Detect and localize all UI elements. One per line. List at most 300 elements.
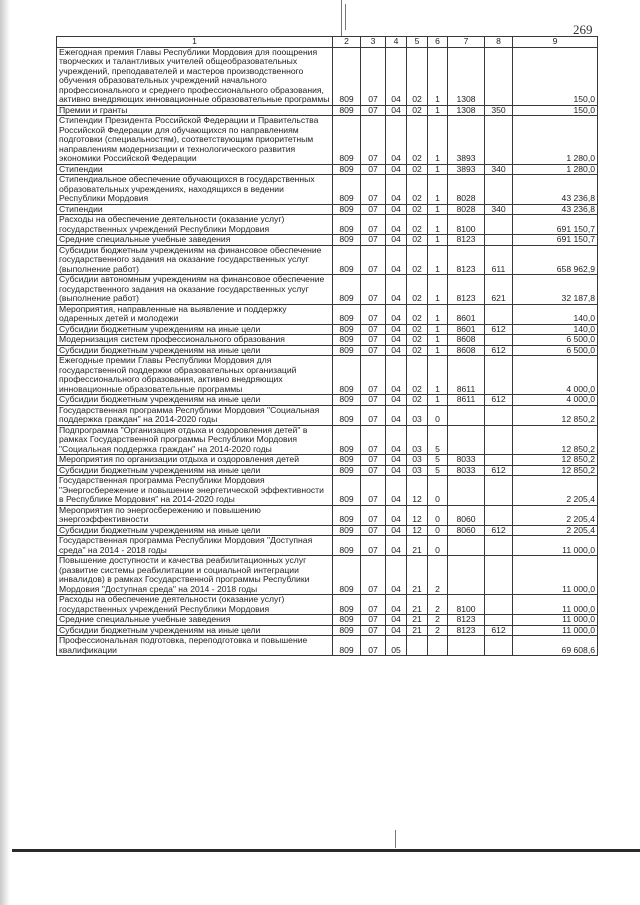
cell-col-8: 612 (485, 324, 513, 335)
cell-col-9: 11 000,0 (513, 556, 598, 595)
row-name-cell: Стипендиальное обеспечение обучающихся в государственных образовательных учреждениях, находящихся в ведении Республики Мордовия (57, 175, 333, 205)
cell-col-5: 03 (407, 465, 428, 476)
cell-col-2: 809 (333, 345, 361, 356)
cell-col-9: 69 608,6 (513, 636, 598, 656)
cell-col-8 (485, 175, 513, 205)
table-body (57, 47, 598, 656)
table-row (57, 505, 598, 525)
cell-col-5: 02 (407, 215, 428, 235)
cell-col-7 (448, 536, 485, 556)
cell-col-9: 6 500,0 (513, 335, 598, 346)
cell-col-8 (485, 215, 513, 235)
cell-col-3: 07 (361, 536, 386, 556)
row-name-cell: Субсидии бюджетным учреждениям на иные цели (57, 324, 333, 335)
cell-col-7: 8100 (448, 215, 485, 235)
cell-col-6: 2 (428, 625, 448, 636)
cell-col-2: 809 (333, 356, 361, 395)
table-row (57, 324, 598, 335)
cell-col-2: 809 (333, 455, 361, 466)
cell-col-7 (448, 636, 485, 656)
cell-col-8: 611 (485, 245, 513, 275)
row-name-cell: Ежегодные премии Главы Республики Мордовия для государственной поддержки образовательных организаций профессионального образования, активно внедряющих инновационные образовательные программы (57, 356, 333, 395)
cell-col-8 (485, 505, 513, 525)
row-name-cell: Субсидии бюджетным учреждениям на иные цели (57, 625, 333, 636)
cell-col-2: 809 (333, 405, 361, 425)
cell-col-3: 07 (361, 335, 386, 346)
cell-col-5: 02 (407, 304, 428, 324)
table-row (57, 615, 598, 626)
row-name-cell: Государственная программа Республики Мордовия "Доступная среда" на 2014 - 2018 годы (57, 536, 333, 556)
row-name-cell: Стипендии (57, 204, 333, 215)
cell-col-5: 02 (407, 324, 428, 335)
cell-col-8: 350 (485, 105, 513, 116)
cell-col-8: 612 (485, 345, 513, 356)
table-row (57, 275, 598, 305)
cell-col-8 (485, 455, 513, 466)
cell-col-6 (428, 636, 448, 656)
cell-col-2: 809 (333, 465, 361, 476)
cell-col-6: 1 (428, 304, 448, 324)
cell-col-5: 12 (407, 525, 428, 536)
cell-col-3: 07 (361, 465, 386, 476)
cell-col-9: 691 150,7 (513, 215, 598, 235)
cell-col-9: 12 850,2 (513, 405, 598, 425)
cell-col-2: 809 (333, 505, 361, 525)
cell-col-9: 150,0 (513, 105, 598, 116)
cell-col-6: 1 (428, 235, 448, 246)
cell-col-8 (485, 425, 513, 455)
cell-col-9: 140,0 (513, 324, 598, 335)
cell-col-2: 809 (333, 116, 361, 165)
cell-col-4: 04 (386, 235, 407, 246)
cell-col-8 (485, 476, 513, 506)
cell-col-6: 0 (428, 536, 448, 556)
cell-col-3: 07 (361, 356, 386, 395)
cell-col-5: 12 (407, 476, 428, 506)
cell-col-4: 04 (386, 615, 407, 626)
cell-col-2: 809 (333, 625, 361, 636)
cell-col-3: 07 (361, 275, 386, 305)
cell-col-7: 1308 (448, 105, 485, 116)
cell-col-6: 0 (428, 405, 448, 425)
budget-table (56, 36, 598, 656)
cell-col-5: 02 (407, 204, 428, 215)
cell-col-4: 04 (386, 595, 407, 615)
cell-col-8 (485, 556, 513, 595)
row-name-cell: Мероприятия по энергосбережению и повышению энергоэффективности (57, 505, 333, 525)
cell-col-4: 04 (386, 356, 407, 395)
table-row (57, 204, 598, 215)
cell-col-2: 809 (333, 105, 361, 116)
cell-col-5: 21 (407, 536, 428, 556)
cell-col-2: 809 (333, 47, 361, 105)
table-row (57, 595, 598, 615)
cell-col-9: 12 850,2 (513, 455, 598, 466)
cell-col-6: 5 (428, 425, 448, 455)
cell-col-7: 8601 (448, 304, 485, 324)
cell-col-7: 8123 (448, 245, 485, 275)
column-header-8: 8 (485, 37, 513, 48)
cell-col-7: 8033 (448, 455, 485, 466)
cell-col-6: 0 (428, 525, 448, 536)
cell-col-8 (485, 116, 513, 165)
cell-col-9: 658 962,9 (513, 245, 598, 275)
cell-col-2: 809 (333, 476, 361, 506)
cell-col-3: 07 (361, 345, 386, 356)
cell-col-6: 5 (428, 455, 448, 466)
cell-col-6: 1 (428, 215, 448, 235)
cell-col-4: 05 (386, 636, 407, 656)
cell-col-9: 32 187,8 (513, 275, 598, 305)
cell-col-2: 809 (333, 335, 361, 346)
cell-col-7: 8123 (448, 275, 485, 305)
cell-col-7: 8060 (448, 525, 485, 536)
cell-col-9: 12 850,2 (513, 465, 598, 476)
table-row (57, 47, 598, 105)
cell-col-8 (485, 304, 513, 324)
cell-col-2: 809 (333, 525, 361, 536)
cell-col-9: 691 150,7 (513, 235, 598, 246)
table-row (57, 116, 598, 165)
cell-col-9: 12 850,2 (513, 425, 598, 455)
row-name-cell: Средние специальные учебные заведения (57, 235, 333, 246)
table-row (57, 395, 598, 406)
cell-col-4: 04 (386, 455, 407, 466)
cell-col-4: 04 (386, 525, 407, 536)
cell-col-6: 1 (428, 116, 448, 165)
cell-col-4: 04 (386, 105, 407, 116)
cell-col-2: 809 (333, 275, 361, 305)
cell-col-2: 809 (333, 425, 361, 455)
cell-col-9: 4 000,0 (513, 395, 598, 406)
column-header-1: 1 (57, 37, 333, 48)
cell-col-9: 4 000,0 (513, 356, 598, 395)
cell-col-3: 07 (361, 405, 386, 425)
cell-col-6: 1 (428, 245, 448, 275)
cell-col-9: 11 000,0 (513, 615, 598, 626)
cell-col-2: 809 (333, 304, 361, 324)
table-row (57, 636, 598, 656)
cell-col-8: 612 (485, 465, 513, 476)
row-name-cell: Субсидии бюджетным учреждениям на иные цели (57, 345, 333, 356)
cell-col-8 (485, 47, 513, 105)
cell-col-7: 8033 (448, 465, 485, 476)
cell-col-3: 07 (361, 625, 386, 636)
cell-col-7: 8123 (448, 615, 485, 626)
row-name-cell: Стипендии (57, 164, 333, 175)
cell-col-9: 2 205,4 (513, 476, 598, 506)
cell-col-2: 809 (333, 245, 361, 275)
cell-col-5: 21 (407, 595, 428, 615)
cell-col-2: 809 (333, 636, 361, 656)
cell-col-2: 809 (333, 164, 361, 175)
cell-col-8 (485, 235, 513, 246)
table-row (57, 625, 598, 636)
cell-col-4: 04 (386, 625, 407, 636)
cell-col-7: 8601 (448, 324, 485, 335)
cell-col-4: 04 (386, 536, 407, 556)
table-row (57, 465, 598, 476)
cell-col-5: 03 (407, 425, 428, 455)
cell-col-8: 340 (485, 204, 513, 215)
row-name-cell: Расходы на обеспечение деятельности (оказание услуг) государственных учреждений Республики Мордовия (57, 595, 333, 615)
cell-col-7: 8608 (448, 345, 485, 356)
cell-col-6: 1 (428, 47, 448, 105)
cell-col-4: 04 (386, 275, 407, 305)
cell-col-6: 2 (428, 556, 448, 595)
cell-col-8 (485, 405, 513, 425)
cell-col-5: 02 (407, 395, 428, 406)
cell-col-5: 02 (407, 116, 428, 165)
table-row (57, 556, 598, 595)
cell-col-7: 8611 (448, 395, 485, 406)
cell-col-4: 04 (386, 476, 407, 506)
cell-col-2: 809 (333, 204, 361, 215)
table-row (57, 425, 598, 455)
cell-col-5: 02 (407, 245, 428, 275)
cell-col-5: 02 (407, 275, 428, 305)
cell-col-7: 8028 (448, 175, 485, 205)
cell-col-8 (485, 595, 513, 615)
cell-col-3: 07 (361, 636, 386, 656)
cell-col-3: 07 (361, 47, 386, 105)
row-name-cell: Государственная программа Республики Мордовия "Социальная поддержка граждан" на 2014-2020 годы (57, 405, 333, 425)
cell-col-9: 1 280,0 (513, 164, 598, 175)
cell-col-6: 0 (428, 505, 448, 525)
cell-col-3: 07 (361, 476, 386, 506)
cell-col-5: 02 (407, 175, 428, 205)
cell-col-4: 04 (386, 324, 407, 335)
cell-col-3: 07 (361, 525, 386, 536)
cell-col-6: 1 (428, 395, 448, 406)
cell-col-7: 8608 (448, 335, 485, 346)
cell-col-9: 11 000,0 (513, 595, 598, 615)
cell-col-3: 07 (361, 395, 386, 406)
cell-col-6: 1 (428, 105, 448, 116)
cell-col-6: 1 (428, 175, 448, 205)
row-name-cell: Субсидии бюджетным учреждениям на иные цели (57, 525, 333, 536)
cell-col-4: 04 (386, 304, 407, 324)
cell-col-7 (448, 405, 485, 425)
cell-col-9: 140,0 (513, 304, 598, 324)
cell-col-9: 2 205,4 (513, 525, 598, 536)
cell-col-9: 11 000,0 (513, 536, 598, 556)
cell-col-4: 04 (386, 465, 407, 476)
cell-col-8: 612 (485, 395, 513, 406)
cell-col-8 (485, 615, 513, 626)
table-row (57, 536, 598, 556)
cell-col-9: 150,0 (513, 47, 598, 105)
column-header-7: 7 (448, 37, 485, 48)
row-name-cell: Стипендии Президента Российской Федерации и Правительства Российской Федерации для обучающихся по направлениям подготовки (специальностям), соответствующим приоритетным направлениям модернизации и технологического развития экономики Российской Федерации (57, 116, 333, 165)
cell-col-4: 04 (386, 204, 407, 215)
cell-col-5 (407, 636, 428, 656)
cell-col-2: 809 (333, 615, 361, 626)
cell-col-7 (448, 425, 485, 455)
cell-col-4: 04 (386, 345, 407, 356)
table-row (57, 356, 598, 395)
table-row (57, 235, 598, 246)
bottom-rule (12, 849, 640, 852)
cell-col-4: 04 (386, 425, 407, 455)
column-header-2: 2 (333, 37, 361, 48)
cell-col-6: 1 (428, 204, 448, 215)
table-row (57, 335, 598, 346)
cell-col-6: 1 (428, 324, 448, 335)
cell-col-7: 3893 (448, 164, 485, 175)
cell-col-3: 07 (361, 204, 386, 215)
cell-col-3: 07 (361, 235, 386, 246)
cell-col-5: 03 (407, 455, 428, 466)
cell-col-9: 11 000,0 (513, 625, 598, 636)
cell-col-7: 8123 (448, 235, 485, 246)
cell-col-9: 2 205,4 (513, 505, 598, 525)
cell-col-5: 02 (407, 164, 428, 175)
cell-col-3: 07 (361, 304, 386, 324)
cell-col-2: 809 (333, 324, 361, 335)
column-header-5: 5 (407, 37, 428, 48)
cell-col-3: 07 (361, 175, 386, 205)
cell-col-8 (485, 335, 513, 346)
cell-col-2: 809 (333, 395, 361, 406)
table-row (57, 105, 598, 116)
cell-col-5: 21 (407, 615, 428, 626)
column-header-9: 9 (513, 37, 598, 48)
table-row (57, 525, 598, 536)
cell-col-4: 04 (386, 335, 407, 346)
cell-col-3: 07 (361, 324, 386, 335)
cell-col-5: 02 (407, 345, 428, 356)
cell-col-5: 02 (407, 105, 428, 116)
cell-col-6: 1 (428, 164, 448, 175)
cell-col-6: 2 (428, 595, 448, 615)
cell-col-5: 21 (407, 625, 428, 636)
cell-col-9: 43 236,8 (513, 204, 598, 215)
table-row (57, 476, 598, 506)
cell-col-4: 04 (386, 245, 407, 275)
table-row (57, 175, 598, 205)
cell-col-5: 02 (407, 47, 428, 105)
table-row (57, 345, 598, 356)
cell-col-3: 07 (361, 615, 386, 626)
cell-col-3: 07 (361, 455, 386, 466)
row-name-cell: Субсидии бюджетным учреждениям на финансовое обеспечение государственного задания на оказание государственных услуг (выполнение работ) (57, 245, 333, 275)
cell-col-5: 21 (407, 556, 428, 595)
cell-col-7: 8100 (448, 595, 485, 615)
cell-col-7: 8028 (448, 204, 485, 215)
table-row (57, 304, 598, 324)
table-row (57, 215, 598, 235)
row-name-cell: Государственная программа Республики Мордовия "Энергосбережение и повышение энергетической эффективности в Республике Мордовия" на 2014-2020 годы (57, 476, 333, 506)
cell-col-3: 07 (361, 116, 386, 165)
cell-col-5: 02 (407, 335, 428, 346)
cell-col-3: 07 (361, 425, 386, 455)
table-row (57, 455, 598, 466)
row-name-cell: Субсидии бюджетным учреждениям на иные цели (57, 395, 333, 406)
cell-col-7: 8611 (448, 356, 485, 395)
cell-col-2: 809 (333, 556, 361, 595)
row-name-cell: Ежегодная премия Главы Республики Мордовия для поощрения творческих и талантливых учителей общеобразовательных учреждений, преподавателей и мастеров производственного обучения образовательных учреждений начального профессионального и среднего профессионального образования, активно внедряющих инновационные образовательные программы (57, 47, 333, 105)
cell-col-6: 1 (428, 275, 448, 305)
row-name-cell: Мероприятия, направленные на выявление и поддержку одаренных детей и молодежи (57, 304, 333, 324)
cell-col-2: 809 (333, 175, 361, 205)
cell-col-8: 621 (485, 275, 513, 305)
cell-col-6: 1 (428, 356, 448, 395)
column-header-4: 4 (386, 37, 407, 48)
cell-col-8 (485, 636, 513, 656)
cell-col-6: 0 (428, 476, 448, 506)
cell-col-3: 07 (361, 505, 386, 525)
binding-mark-top (341, 0, 342, 36)
row-name-cell: Повышение доступности и качества реабилитационных услуг (развитие системы реабилитации и социальной интеграции инвалидов) в рамках Государственной программы Республики Мордовия "Доступная среда" на 2014 - 2018 годы (57, 556, 333, 595)
cell-col-8 (485, 536, 513, 556)
cell-col-5: 12 (407, 505, 428, 525)
cell-col-3: 07 (361, 245, 386, 275)
cell-col-4: 04 (386, 164, 407, 175)
cell-col-7: 8060 (448, 505, 485, 525)
row-name-cell: Мероприятия по организации отдыха и оздоровления детей (57, 455, 333, 466)
cell-col-8: 612 (485, 625, 513, 636)
cell-col-4: 04 (386, 47, 407, 105)
table-row (57, 164, 598, 175)
cell-col-9: 1 280,0 (513, 116, 598, 165)
table-header-row (57, 37, 598, 48)
cell-col-4: 04 (386, 505, 407, 525)
cell-col-6: 5 (428, 465, 448, 476)
cell-col-8 (485, 356, 513, 395)
table-row (57, 405, 598, 425)
cell-col-4: 04 (386, 556, 407, 595)
cell-col-3: 07 (361, 105, 386, 116)
cell-col-4: 04 (386, 215, 407, 235)
cell-col-4: 04 (386, 395, 407, 406)
row-name-cell: Профессиональная подготовка, переподготовка и повышение квалификации (57, 636, 333, 656)
cell-col-2: 809 (333, 536, 361, 556)
cell-col-5: 02 (407, 356, 428, 395)
binding-mark-top-2 (345, 4, 346, 30)
cell-col-5: 02 (407, 235, 428, 246)
binding-mark-bottom (395, 830, 396, 848)
cell-col-6: 2 (428, 615, 448, 626)
row-name-cell: Модернизация систем профессионального образования (57, 335, 333, 346)
cell-col-2: 809 (333, 215, 361, 235)
cell-col-3: 07 (361, 215, 386, 235)
cell-col-3: 07 (361, 556, 386, 595)
column-header-6: 6 (428, 37, 448, 48)
cell-col-7 (448, 476, 485, 506)
column-header-3: 3 (361, 37, 386, 48)
cell-col-4: 04 (386, 116, 407, 165)
cell-col-7: 3893 (448, 116, 485, 165)
cell-col-4: 04 (386, 175, 407, 205)
cell-col-5: 03 (407, 405, 428, 425)
cell-col-9: 43 236,8 (513, 175, 598, 205)
cell-col-6: 1 (428, 335, 448, 346)
cell-col-7 (448, 556, 485, 595)
cell-col-2: 809 (333, 235, 361, 246)
cell-col-9: 6 500,0 (513, 345, 598, 356)
cell-col-8: 612 (485, 525, 513, 536)
scan-edge-shadow (0, 0, 10, 905)
cell-col-3: 07 (361, 164, 386, 175)
row-name-cell: Субсидии автономным учреждениям на финансовое обеспечение государственного задания на оказание государственных услуг (выполнение работ) (57, 275, 333, 305)
cell-col-6: 1 (428, 345, 448, 356)
cell-col-7: 1308 (448, 47, 485, 105)
row-name-cell: Подпрограмма "Организация отдыха и оздоровления детей" в рамках Государственной программы Республики Мордовия "Социальная поддержка граждан" на 2014-2020 годы (57, 425, 333, 455)
cell-col-7: 8123 (448, 625, 485, 636)
cell-col-8: 340 (485, 164, 513, 175)
cell-col-4: 04 (386, 405, 407, 425)
